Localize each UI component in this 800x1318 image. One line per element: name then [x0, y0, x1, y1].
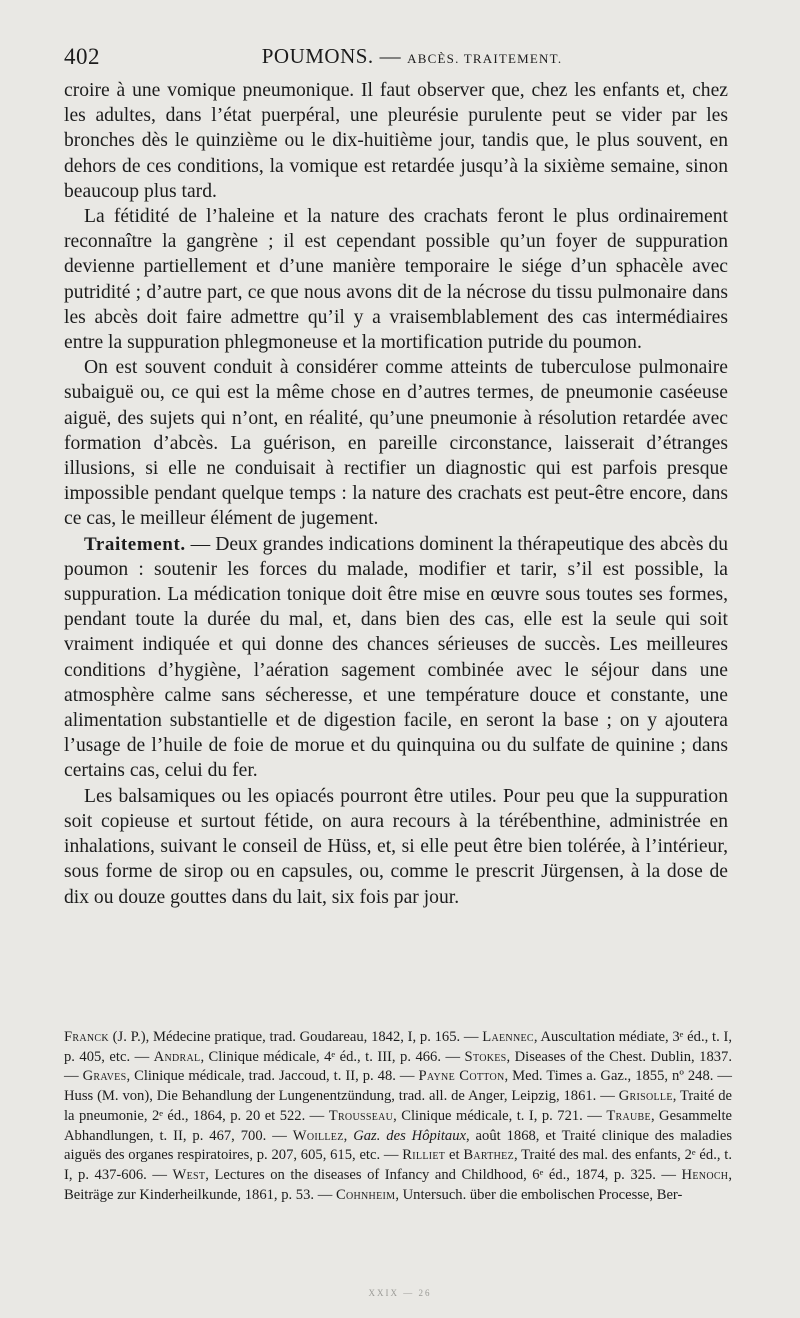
paragraph-4-text: — Deux grandes indications dominent la thérapeutique des abcès du poumon : soutenir les forces du malade, modifier et tarir, s’il est possible, la suppuration. La médication tonique doit être mise en œuvre sous toutes ses formes, pendant toute la durée du mal, et, dans bien des cas, elle est la seule qui soit vraiment indiquée et qui donne des chances sérieuses de succès. Les meilleures conditions d’hygiène, l’aération sagement combinée avec le séjour dans une atmosphère calme sans sécheresse, et une température douce et constante, une alimentation substantielle et de digestion facile, en seront la base ; on y ajoutera l’usage de l’huile de foie de morue et du quinquina ou du sulfate de quinine ; dans certains cas, celui du fer. [64, 533, 728, 782]
signature-mark: XXIX — 26 [368, 1288, 432, 1298]
running-header [64, 44, 740, 74]
ref-text: , Traité de la pneumonie, 2ᵉ éd., 1864, p. 20 et 522. — [64, 1088, 732, 1124]
ref-text: , Lectures on the diseases of Infancy and Childhood, 6ᵉ éd., 1874, p. 325. — [205, 1166, 682, 1183]
ref-author: Barthez [463, 1147, 514, 1164]
section-subtitle: ABCÈS. TRAITEMENT. [407, 51, 563, 66]
ref-author: West [172, 1166, 206, 1183]
ref-text: , Gesammelte Abhandlungen, t. II, p. 467, 700. — [64, 1107, 732, 1144]
ref-author: Franck [64, 1029, 109, 1045]
body-text [64, 78, 728, 910]
paragraph-4 [64, 532, 728, 784]
ref-text: et [445, 1147, 464, 1164]
ref-author: Cohnheim [335, 1186, 396, 1203]
ref-text: , Auscultation médiate, 3ᵉ éd., t. I, p. 405, etc. — [64, 1029, 732, 1065]
ref-text: (J. P.), Médecine pratique, trad. Goudareau, 1842, I, p. 165. — [108, 1029, 483, 1045]
ref-author: Laennec [482, 1029, 534, 1045]
ref-author: Andral [153, 1048, 201, 1065]
running-title [64, 44, 740, 69]
ref-text: , Clinique médicale, trad. Jaccoud, t. II, p. 48. — [126, 1068, 419, 1085]
ref-author: Traube [606, 1107, 651, 1124]
paragraph-5: Les balsamiques ou les opiacés pourront être utiles. Pour peu que la suppuration soit copieuse et surtout fétide, on aura recours à la térébenthine, administrée en inhalations, suivant le conseil de Hüss, et, si elle peut être bien tolérée, à l’intérieur, sous forme de sirop ou en capsules, ou, comme le prescrit Jürgensen, à la dose de dix ou douze gouttes dans du lait, six fois par jour. [64, 785, 728, 908]
section-title: POUMONS. [261, 44, 374, 68]
ref-text: , Traité des mal. des enfants, 2ᵉ éd., t. I, p. 437-606. — [64, 1147, 732, 1183]
ref-author: Rilliet [402, 1147, 446, 1164]
page-number: 402 [64, 44, 100, 69]
ref-text: , août 1868, et Traité clinique des maladies aiguës des organes respiratoires, p. 207, 605, 615, etc. — [64, 1127, 732, 1164]
paragraph-3: On est souvent conduit à considérer comme atteints de tuberculose pulmonaire subaiguë ou, ce qui est la même chose en d’autres termes, de pneumonie caséeuse aiguë, des sujets qui n’ont, en réalité, qu’une pneumonie à résolution retardée avec formation d’abcès. La guérison, en pareille circonstance, laisserait d’étranges illusions, si elle ne conduisait à rectifier un diagnostic qui est parfois presque impossible pendant quelque temps : la nature des crachats est peut-être encore, dans ce cas, le meilleur élément de jugement. [64, 357, 728, 530]
bibliography [64, 1028, 732, 1205]
ref-author: Payne Cotton [418, 1068, 505, 1085]
section-keyword: Traitement. [84, 533, 186, 555]
ref-author: Henoch [681, 1166, 729, 1183]
ref-text: , Clinique médicale, t. I, p. 721. — [393, 1107, 607, 1124]
ref-text: , Diseases of the Chest. Dublin, 1837. — [64, 1048, 732, 1085]
ref-author: Woillez [292, 1127, 344, 1144]
title-separator: — [379, 44, 402, 68]
ref-text: , Beiträge zur Kinderheilkunde, 1861, p. 53. — [64, 1166, 732, 1203]
ref-text: , Med. Times a. Gaz., 1855, nº 248. — Huss (M. von), Die Behandlung der Lungenentzündung, trad. all. de Anger, Leipzig, 1861. — [64, 1068, 732, 1105]
paragraph-2: La fétidité de l’haleine et la nature des crachats feront le plus ordinairement reconnaître la gangrène ; il est cependant possible qu’un foyer de suppuration devienne partiellement et d’une manière temporaire le siége d’un sphacèle avec putridité ; d’autre part, ce que nous avons dit de la nécrose du tissu pulmonaire dans les abcès doit faire admettre qu’il y a vraisemblablement des cas intermédiaires entre la suppuration phlegmoneuse et la mortification putride du poumon. [64, 206, 728, 354]
ref-journal: Gaz. des Hôpitaux [353, 1127, 466, 1144]
ref-text: , Untersuch. über die embolischen Processe, Ber- [395, 1186, 683, 1203]
ref-author: Trousseau [328, 1107, 394, 1124]
ref-text: , Clinique médicale, 4ᵉ éd., t. III, p. 466. — [200, 1048, 465, 1065]
ref-text: , [343, 1127, 354, 1144]
paragraph-1: croire à une vomique pneumonique. Il faut observer que, chez les enfants et, chez les adultes, dans l’état puerpéral, une pleurésie purulente peut se vider par les bronches dès le quinzième ou le dix-huitième jour, tandis que, le plus souvent, en dehors de ces conditions, la vomique est retardée jusqu’à la sixième semaine, sinon beaucoup plus tard. [64, 80, 728, 202]
ref-author: Grisolle [618, 1088, 673, 1105]
ref-author: Stokes [464, 1048, 507, 1065]
ref-author: Graves [82, 1068, 127, 1085]
